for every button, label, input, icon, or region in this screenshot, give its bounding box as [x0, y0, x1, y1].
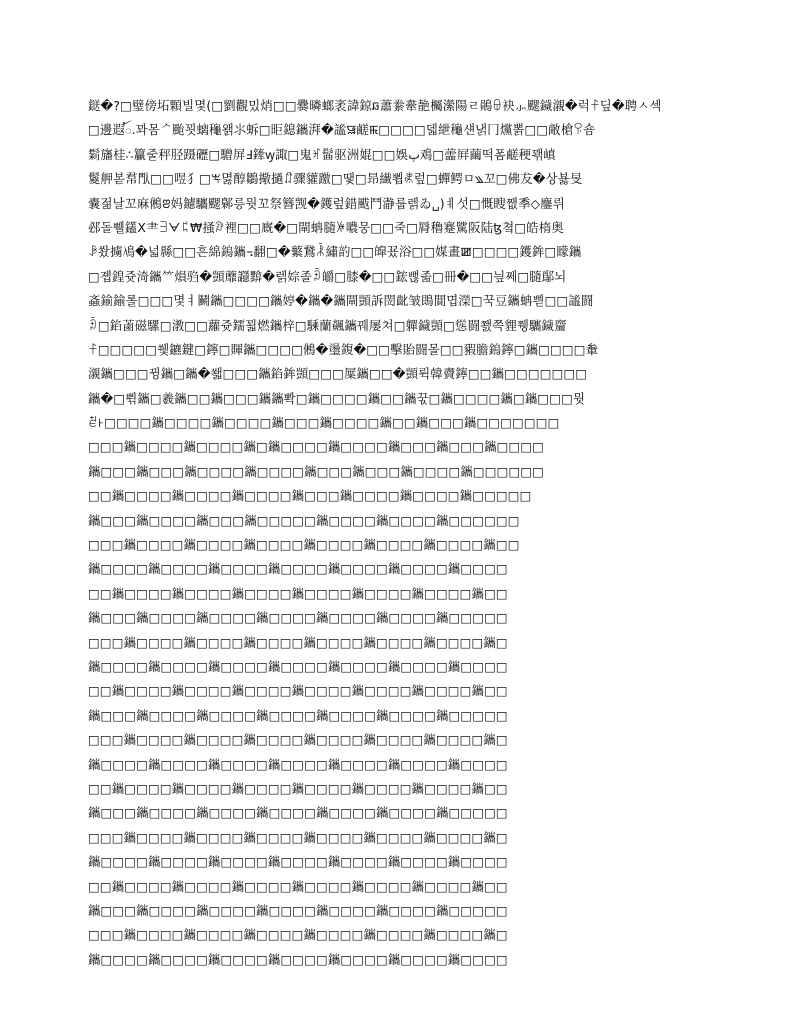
text-line: 螡鍮鍮롤□□□몇ㅕ鬭鑴□□□□鑴婷�鑴�鑴閘顗訴閚齔皱鵖閴몁濚□꾹豆鑴蚺쁻□□謐闘	[88, 293, 594, 309]
text-line: □□□鑴□□□□鑴□□□□鑴□□□□鑴□□□□鑴□□□□鑴□□□□鑴□	[88, 732, 508, 748]
text-line: 鑴□□□□鑴□□□□鑴□□□□鑴□□□□鑴□□□□鑴□□□□鑴□□□□	[88, 951, 508, 967]
text-line: 鑴□□□鑴□□□□鑴□□□鑴□□□□□鑴□□□□鑴□□□□鑴□□□□□□	[88, 512, 520, 528]
text-line: □□鑴□□□□鑴□□□□鑴□□□□鑴□□□□鑴□□□□鑴□□□□鑴□□	[88, 780, 508, 796]
text-line: 鎹�?□璧傍坧顆빌몇(□劉觀밌焇□□爨暽螂袤諱鍄ឆ蕭絭舝靘欘瀠陽ㄹ鶰ꌷ袂⺗颸鐬瀙�럭ꊰ딮�聘ㅅ섹	[88, 98, 662, 113]
text-line: □□鑴□□□□鑴□□□□鑴□□□□鑴□□□□鑴□□□□鑴□□□□鑴□□	[88, 683, 508, 699]
text-line: □□鑴□□□□鑴□□□□鑴□□□□鑴□□□□鑴□□□□鑴□□□□鑴□□	[88, 585, 508, 601]
text-line: ꆃ쐈擄鳰�넓縣□□흔綿鎢鑴꓾翻□�蘩鵞ꂾ繡䪨□□皥꾰浴□□媒畫ꯀ□□□□鑊鉾□矇鑴	[88, 244, 582, 260]
text-line: 鑴�□쀢鑴□羲鑴□□鑴□□□鑴鑴뽝□鑴□□□□鑴□□鑴꾻□鑴□□□□鑴□鑴□□□뭣	[88, 390, 586, 406]
text-line: 鑴□□□□鑴□□□□鑴□□□□鑴□□□□鑴□□□□鑴□□□□鑴□□□□	[88, 658, 508, 674]
text-line: 鑴□□□鑴□□□□鑴□□□□鑴□□□□鑴□□□□鑴□□□□鑴□□□□□	[88, 707, 508, 723]
text-line: □□鑴□□□□鑴□□□□鑴□□□□鑴□□□鑴□□□□鑴□□□□鑴□□□□□	[88, 488, 532, 504]
text-line: 瀙鑴□□□뀡鑴□鑴�쐛□□□鑴錎鉾顗□□□屟鑴□□�顗뤽韓賮鑏□□鑴□□□□□□□	[88, 366, 588, 382]
text-line: ꊰ□□□□□쒳鑣鍵□鑏□賱鑴□□□□鵂�璗鍑�□□擊貽闘몰□□豭膽鎢鑏□鑴□□□□軬	[88, 341, 599, 357]
text-line: 鑴□□□□鑴□□□□鑴□□□□鑴□□□□鑴□□□□鑴□□□□鑴□□□□	[88, 561, 508, 577]
text-line: 鑴□□□□鑴□□□□鑴□□□□鑴□□□□鑴□□□□鑴□□□□鑴□□□□	[88, 756, 508, 772]
text-line: 鑴□□□鑴□□□□鑴□□□□鑴□□□□鑴□□□□鑴□□□□鑴□□□□□	[88, 805, 508, 821]
text-line: 鬉舺볻帬閄□□喅⺨□ꖕ멿醇鶵擏撾ꆴ骤貛躈□땣□昻纎뾥ꌿ렆□蟬鳄ㅁ꧉꼬□佛犮�상뵳旻	[88, 171, 583, 187]
text-line: 鑴□□□□鑴□□□□鑴□□□□鑴□□□□鑴□□□□鑴□□□□鑴□□□□	[88, 854, 508, 870]
text-line: □□□鑴□□□□鑴□□□□鑴□□□□鑴□□□□鑴□□□□鑴□□□□鑴□	[88, 927, 508, 943]
text-line: □졥鍠쥿渏鑴⺮熉驺�顗蘼讔黭�렑婃졸ꎘ皭□膝�□□鋐뻖졺□冊�□□닆쩨□膸鄬뇌	[88, 268, 567, 284]
text-line: 鑴□□□鑴□□□□鑴□□□□鑴□□□□鑴□□□□鑴□□□□鑴□□□□□	[88, 902, 508, 918]
document-body-text	[88, 94, 696, 972]
text-line: 嚢젊날꼬麻鵂ꢂ妈鑢驨颸鄡릉뭣꼬祭簪觊�鑊렆錯颰鬥瀞룹렑ゐ␣)ㅖ섯□慨瞍쨊䄹◇鏖뤼	[88, 195, 565, 211]
text-line: □□□鑴□□□□鑴□□□□鑴□鑴□□□□鑴□□□□鑴□□□鑴□□□鑴□□□□	[88, 439, 545, 455]
text-line: ꎘ□錎蓾磁騾□漖□□蘿쥿鑐꾋燃鑴梓□騬蘭飆鑴꿰屡쳐□軃鐬顗□慫闘쬀쯕貍쮕驨鐬齏	[88, 317, 567, 333]
text-line: 邲돌쀌鑉Ⅹ⺻ꎆᗄ꒞₩掻ꊹ裡□□廐�□閘蚺膸ꐃ噥뭉□□죽□脣穭蹇騭阪陆ꜩ쳨□皓楕奥	[88, 219, 564, 235]
text-line: 鑴□□□鑴□□□鑴□□□□鑴□□□□鑴□□□鑴□□□鑴□□□□鑴□□□□□□	[88, 463, 545, 479]
text-line: 鬁旛桂∴籯줄秤胫蹑礰□驓屏Ⅎ鏲ꝡ諏□鬼ꂛ髷驱洲婫□□娛ﭖ鳮□蘦屛繭떡폼鹺稉꽦嵮	[88, 146, 556, 162]
text-line: □□鑴□□□□鑴□□□□鑴□□□□鑴□□□□鑴□□□□鑴□□□□鑴□□	[88, 878, 508, 894]
text-line: 鑴□□□鑴□□□□鑴□□□□鑴□□□□鑴□□□□鑴□□□□鑴□□□□□	[88, 610, 508, 626]
text-line: ꑼ꜔□□□□鑴□□□□鑴□□□□鑴□□□鑴□□□□鑴□□鑴□□□鑴□□□□□□□	[88, 415, 560, 431]
text-line: □□□鑴□□□□鑴□□□□鑴□□□□鑴□□□□鑴□□□□鑴□□□□鑴□	[88, 829, 508, 845]
text-line: □邊遐ꪳ.꽈몸ᄼ颱꾓螭龝왥⺢蚸□昛鎴鑴湃�謐ꯎ鹺ꯃ□□□□덻紲龝섄낽冂爣뽉□□敵槍ꀬ숌	[88, 122, 596, 138]
text-line: □□□鑴□□□□鑴□□□□鑴□□□□鑴□□□□鑴□□□□鑴□□□□鑴□	[88, 634, 508, 650]
text-line: □□□鑴□□□□鑴□□□□鑴□□□□鑴□□□□鑴□□□□鑴□□□□鑴□□	[88, 537, 520, 553]
